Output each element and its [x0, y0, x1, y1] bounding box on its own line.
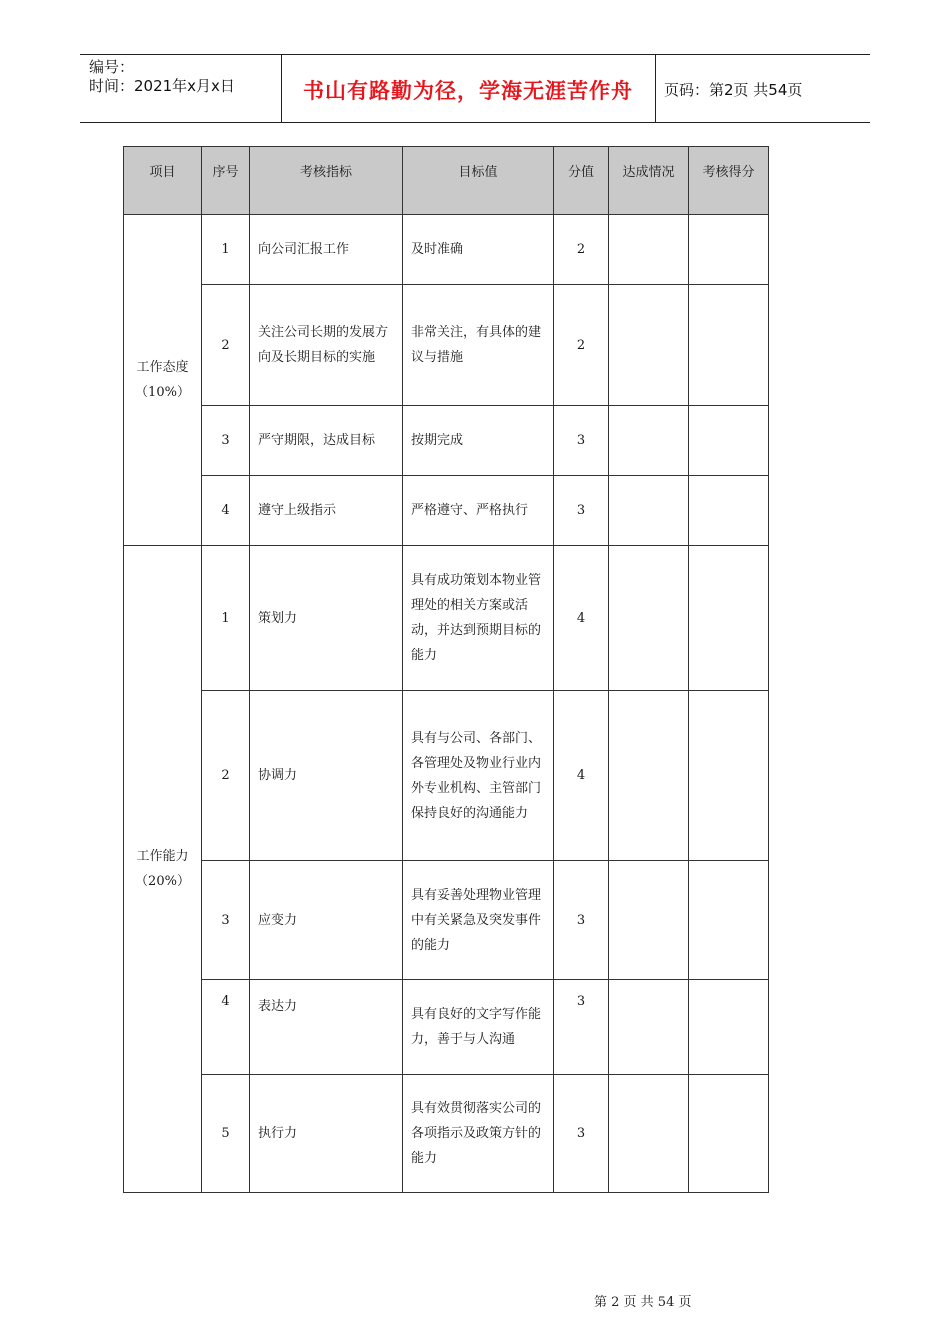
target-value: 严格遵守、严格执行 [403, 476, 554, 546]
score: 3 [554, 476, 609, 546]
result-cell [689, 546, 769, 691]
indicator: 表达力 [250, 980, 403, 1075]
category-weight: （20%） [135, 874, 190, 889]
column-header: 目标值 [403, 147, 554, 215]
result-cell [689, 980, 769, 1075]
category-cell [124, 546, 202, 1193]
achievement-cell [609, 691, 689, 861]
column-header: 达成情况 [609, 147, 689, 215]
serial-number: 2 [202, 691, 250, 861]
column-header: 分值 [554, 147, 609, 215]
target-value: 按期完成 [403, 406, 554, 476]
result-cell [689, 285, 769, 406]
target-value: 具有效贯彻落实公司的各项指示及政策方针的能力 [403, 1075, 554, 1193]
score: 3 [554, 980, 609, 1075]
achievement-cell [609, 406, 689, 476]
assessment-table [123, 146, 769, 1193]
header-meta [89, 58, 235, 96]
target-value: 具有成功策划本物业管理处的相关方案或活动，并达到预期目标的能力 [403, 546, 554, 691]
target-value: 具有良好的文字写作能力，善于与人沟通 [403, 980, 554, 1075]
table-row [124, 406, 769, 476]
column-header: 项目 [124, 147, 202, 215]
category-cell [124, 215, 202, 546]
header-top-rule [80, 54, 870, 55]
result-cell [689, 861, 769, 980]
score: 4 [554, 546, 609, 691]
serial-number: 5 [202, 1075, 250, 1193]
category-name: 工作态度 [136, 360, 189, 375]
table-row [124, 476, 769, 546]
serial-number: 4 [202, 476, 250, 546]
table-row [124, 1075, 769, 1193]
achievement-cell [609, 215, 689, 285]
table-row [124, 546, 769, 691]
indicator: 执行力 [250, 1075, 403, 1193]
score: 2 [554, 215, 609, 285]
indicator: 关注公司长期的发展方向及长期目标的实施 [250, 285, 403, 406]
table-row [124, 861, 769, 980]
achievement-cell [609, 546, 689, 691]
result-cell [689, 215, 769, 285]
header-divider [655, 55, 656, 122]
table-row [124, 285, 769, 406]
score: 2 [554, 285, 609, 406]
achievement-cell [609, 285, 689, 406]
column-header: 考核指标 [250, 147, 403, 215]
time-label: 时间：2021年x月x日 [89, 77, 235, 95]
score: 3 [554, 1075, 609, 1193]
table-header-row [124, 147, 769, 215]
page-footer: 第 2 页 共 54 页 [594, 1295, 692, 1310]
serial-number: 1 [202, 546, 250, 691]
column-header: 考核得分 [689, 147, 769, 215]
score: 3 [554, 406, 609, 476]
header-bottom-rule [80, 122, 870, 123]
indicator: 协调力 [250, 691, 403, 861]
achievement-cell [609, 476, 689, 546]
serial-number: 3 [202, 861, 250, 980]
result-cell [689, 691, 769, 861]
category-weight: （10%） [135, 385, 190, 400]
result-cell [689, 406, 769, 476]
target-value: 及时准确 [403, 215, 554, 285]
serial-label: 编号： [89, 58, 135, 76]
result-cell [689, 476, 769, 546]
table-row [124, 691, 769, 861]
serial-number: 4 [202, 980, 250, 1075]
achievement-cell [609, 1075, 689, 1193]
achievement-cell [609, 861, 689, 980]
score: 4 [554, 691, 609, 861]
category-name: 工作能力 [136, 849, 189, 864]
column-header: 序号 [202, 147, 250, 215]
indicator: 向公司汇报工作 [250, 215, 403, 285]
serial-number: 1 [202, 215, 250, 285]
serial-number: 2 [202, 285, 250, 406]
target-value: 具有与公司、各部门、各管理处及物业行业内外专业机构、主管部门保持良好的沟通能力 [403, 691, 554, 861]
score: 3 [554, 861, 609, 980]
target-value: 具有妥善处理物业管理中有关紧急及突发事件的能力 [403, 861, 554, 980]
header-motto: 书山有路勤为径，学海无涯苦作舟 [303, 79, 633, 103]
table-row [124, 980, 769, 1075]
serial-number: 3 [202, 406, 250, 476]
achievement-cell [609, 980, 689, 1075]
indicator: 遵守上级指示 [250, 476, 403, 546]
table-row [124, 215, 769, 285]
result-cell [689, 1075, 769, 1193]
target-value: 非常关注，有具体的建议与措施 [403, 285, 554, 406]
header-page-label: 页码：第2页 共54页 [664, 81, 803, 99]
indicator: 策划力 [250, 546, 403, 691]
indicator: 应变力 [250, 861, 403, 980]
indicator: 严守期限，达成目标 [250, 406, 403, 476]
